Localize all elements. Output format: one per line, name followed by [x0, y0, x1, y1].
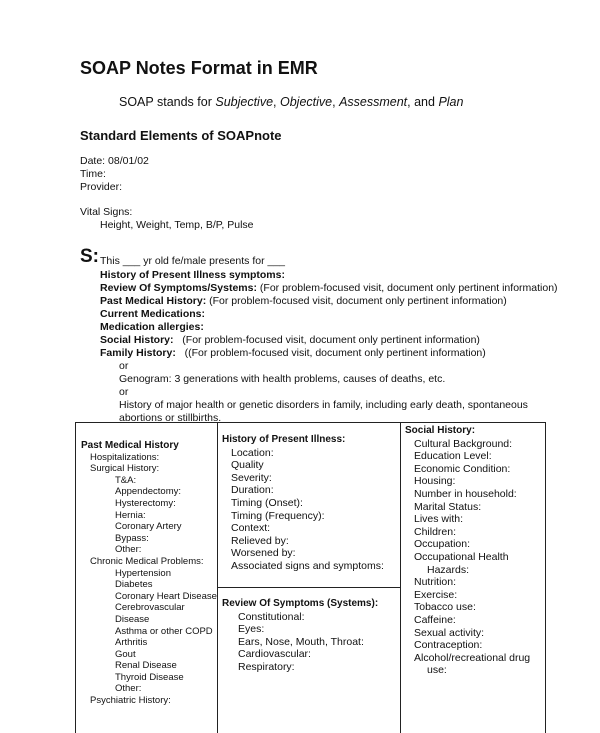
social-history-label: Social History: [100, 334, 174, 346]
list-item: Tobacco use: [414, 601, 476, 614]
social-history-heading: Social History: [405, 425, 476, 436]
list-item: Caffeine: [414, 613, 456, 626]
subjective-term: Subjective [215, 95, 274, 109]
or-text-2: or [119, 386, 129, 398]
list-item: Surgical History: [90, 463, 160, 475]
ros-cell [218, 588, 400, 674]
objective-term: Objective [280, 95, 333, 109]
vital-signs-label: Vital Signs: [80, 206, 133, 218]
subjective-section [100, 269, 558, 425]
hpi-cell [218, 423, 400, 588]
list-item: Alcohol/recreational drug [414, 651, 531, 664]
list-item: Coronary Heart Disease [115, 590, 217, 602]
list-item: Hospitalizations: [90, 451, 160, 463]
past-medical-history-heading: Past Medical History [81, 440, 179, 451]
list-item: Renal Disease [115, 660, 177, 672]
list-item: Contraception: [414, 639, 483, 652]
list-item: Nutrition: [414, 576, 457, 589]
list-item: Hysterectomy: [115, 497, 176, 509]
pmh-value: (For problem-focused visit, document only pertinent information) [209, 295, 507, 307]
list-item: Number in household: [414, 487, 517, 500]
list-item: Respiratory: [238, 660, 295, 673]
page-title: SOAP Notes Format in EMR [80, 58, 318, 78]
list-item: Other: [115, 683, 142, 695]
list-item: Housing: [414, 475, 456, 488]
list-item: Hazards: [427, 563, 470, 576]
list-item: Children: [414, 525, 457, 538]
subtitle-sep-2: , [332, 95, 340, 109]
list-item: Coronary Artery Bypass: [115, 521, 182, 544]
assessment-term: Assessment [339, 95, 408, 109]
list-item: Cultural Background: [414, 437, 513, 450]
list-item: T&A: [115, 474, 137, 486]
subtitle-sep-1: , [273, 95, 280, 109]
hpi-label: History of Present Illness symptoms: [100, 269, 285, 281]
ros-label: Review Of Symptoms/Systems: [100, 282, 257, 294]
social-history-value: (For problem-focused visit, document only pertinent information) [182, 334, 480, 346]
list-item: Duration: [231, 484, 274, 497]
header-fields [80, 155, 149, 194]
list-item: Severity: [231, 471, 272, 484]
list-item: Constitutional: [238, 610, 305, 623]
list-item: Cardiovascular: [238, 648, 311, 661]
list-item: Psychiatric History: [90, 695, 171, 707]
list-item: Timing (Onset): [231, 496, 303, 509]
list-item: Worsened by: [231, 547, 296, 560]
list-item: Ears, Nose, Mouth, Throat: [238, 635, 364, 648]
major-history-text: History of major health or genetic disorders in family, including early death, spontaneous abortions or stillbirths. [119, 399, 528, 424]
list-item: Hernia: [115, 509, 146, 521]
list-item: Cerebrovascular Disease [115, 602, 185, 625]
ros-heading: Review Of Symptoms (Systems): [222, 598, 379, 609]
social-history-list [405, 438, 545, 677]
list-item: Arthritis [115, 637, 148, 649]
list-item: Context: [231, 522, 271, 535]
family-history-value: ((For problem-focused visit, document only pertinent information) [184, 347, 486, 359]
subtitle-sep-3: , and [407, 95, 439, 109]
medications-label: Current Medications: [100, 308, 206, 320]
family-history-label: Family History: [100, 347, 176, 359]
list-item: Economic Condition: [414, 462, 511, 475]
hpi-heading: History of Present Illness: [222, 434, 346, 445]
list-item: Asthma or other COPD [115, 625, 213, 637]
list-item: Exercise: [414, 588, 458, 601]
subjective-intro: This ___ yr old fe/male presents for ___ [100, 255, 286, 267]
list-item: Marital Status: [414, 500, 482, 513]
list-item: Hypertension [115, 567, 171, 579]
list-item: use: [427, 664, 447, 677]
time-field: Time: [80, 168, 106, 180]
list-item: Appendectomy: [115, 486, 182, 498]
vital-signs-value: Height, Weight, Temp, B/P, Pulse [100, 219, 254, 231]
list-item: Timing (Frequency): [231, 509, 325, 522]
or-text-1: or [119, 360, 129, 372]
social-history-column [401, 423, 545, 733]
allergies-label: Medication allergies: [100, 321, 204, 333]
list-item: Relieved by: [231, 534, 289, 547]
standard-elements-heading: Standard Elements of SOAPnote [80, 128, 282, 143]
hpi-list [222, 447, 400, 573]
list-item: Lives with: [414, 513, 464, 526]
genogram-text: Genogram: 3 generations with health problems, causes of deaths, etc. [119, 373, 446, 385]
subjective-letter: S: [80, 246, 99, 267]
pmh-label: Past Medical History: [100, 295, 207, 307]
hpi-ros-column [218, 423, 401, 733]
provider-field: Provider: [80, 181, 123, 193]
date-field: Date: 08/01/02 [80, 155, 149, 167]
list-item: Other: [115, 544, 142, 556]
history-table [75, 422, 546, 733]
past-medical-history-column [76, 423, 218, 733]
list-item: Diabetes [115, 579, 153, 591]
list-item: Thyroid Disease [115, 671, 184, 683]
plan-term: Plan [438, 95, 464, 109]
vital-signs [80, 206, 254, 232]
list-item: Quality [231, 459, 264, 472]
list-item: Sexual activity: [414, 626, 485, 639]
list-item: Associated signs and symptoms: [231, 559, 384, 572]
past-medical-history-list [81, 452, 217, 707]
soap-definition [119, 95, 463, 109]
list-item: Gout [115, 648, 136, 660]
ros-list [222, 611, 400, 674]
list-item: Occupational Health [414, 550, 509, 563]
list-item: Occupation: [414, 538, 471, 551]
list-item: Chronic Medical Problems: [90, 555, 204, 567]
list-item: Location: [231, 446, 274, 459]
ros-value: (For problem-focused visit, document only pertinent information) [259, 282, 558, 294]
subtitle-pre: SOAP stands for [119, 95, 216, 109]
list-item: Education Level: [414, 450, 492, 463]
list-item: Eyes: [238, 623, 265, 636]
